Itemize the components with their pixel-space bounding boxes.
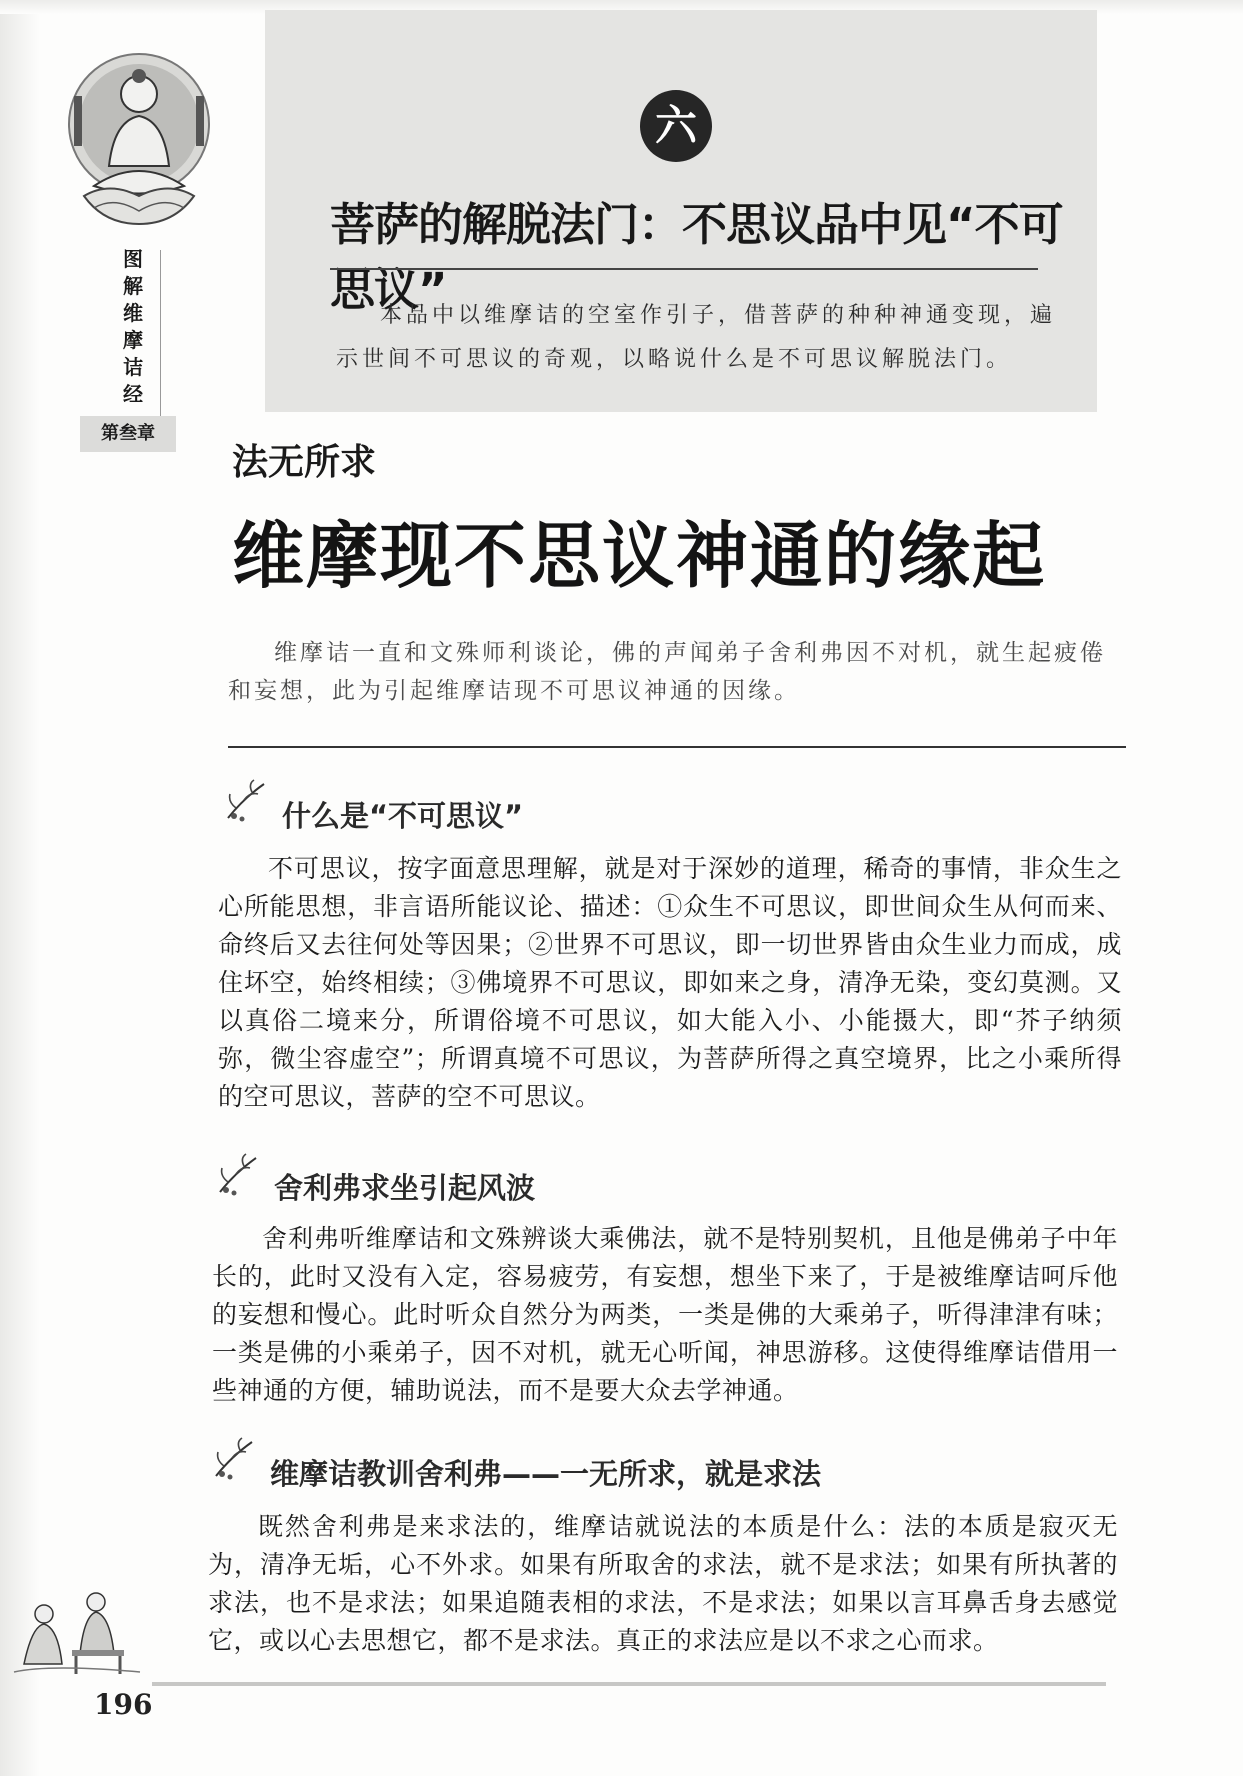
section-intro: 维摩诘一直和文殊师利谈论，佛的声闻弟子舍利弗因不对机，就生起疲倦和妄想，此为引起维摩诘现不可思议神通的因缘。 [228, 640, 1106, 704]
chapter-intro: 本品中以维摩诘的空室作引子，借菩萨的种种神通变现，遍示世间不可思议的奇观，以略说什么是不可思议解脱法门。 [336, 303, 1057, 372]
branch-ornament-icon [212, 1436, 258, 1482]
section-divider [228, 746, 1126, 748]
chapter-label-tab: 第叁章 [80, 416, 176, 452]
subsection-heading: 维摩诘教训舍利弗——一无所求，就是求法 [270, 1457, 822, 1491]
subsection-paragraph: 不可思议，按字面意思理解，就是对于深妙的道理，稀奇的事情，非众生之心所能思想，非言语所能议论、描述：①众生不可思议，即世间众生从何而来、命终后又去往何处等因果；②世界不可思议，即一切世界皆由众生业力而成，成住坏空，始终相续；③佛境界不可思议，即如来之身，清净无染，变幻莫测。又以真俗二境来分，所谓俗境不可思议，如大能入小、小能摄大，即“芥子纳须弥，微尘容虚空”；所谓真境不可思议，为菩萨所得之真空境界，比之小乘所得的空可思议，菩萨的空不可思议。 [218, 854, 1122, 1111]
chapter-title-divider [330, 268, 1038, 270]
subsection-heading: 舍利弗求坐引起风波 [274, 1171, 536, 1205]
branch-ornament-icon [216, 1152, 262, 1198]
subsection-paragraph: 既然舍利弗是来求法的，维摩诘就说法的本质是什么：法的本质是寂灭无为，清净无垢，心不外求。如果有所取舍的求法，就不是求法；如果有所执著的求法，也不是求法；如果追随表相的求法，不是求法；如果以言耳鼻舌身去感觉它，或以心去思想它，都不是求法。真正的求法应是以不求之心而求。 [208, 1512, 1118, 1655]
subsection-paragraph: 舍利弗听维摩诘和文殊辨谈大乘佛法，就不是特别契机，且他是佛弟子中年长的，此时又没有入定，容易疲劳，有妄想，想坐下来了，于是被维摩诘呵斥他的妄想和慢心。此时听众自然分为两类，一类是佛的大乘弟子，听得津津有味；一类是佛的小乘弟子，因不对机，就无心听闻，神思游移。这使得维摩诘借用一些神通的方便，辅助说法，而不是要大众去学神通。 [212, 1224, 1118, 1405]
scholars-illustration-icon [10, 1584, 146, 1680]
subsection-heading: 什么是“不可思议” [282, 799, 524, 833]
chapter-number-badge: 六 [640, 90, 712, 162]
book-title-vertical: 图解维摩诘经 [123, 247, 143, 406]
section-kicker: 法无所求 [232, 441, 377, 483]
buddha-icon [54, 46, 224, 244]
scan-edge-shade [0, 0, 40, 1776]
footer-divider [152, 1682, 1106, 1686]
section-title: 维摩现不思议神通的缘起 [232, 513, 1047, 598]
branch-ornament-icon [224, 778, 270, 824]
page-number: 196 [94, 1688, 153, 1721]
chapter-title: 菩萨的解脱法门：不思议品中见“不可思议” [330, 198, 1063, 316]
